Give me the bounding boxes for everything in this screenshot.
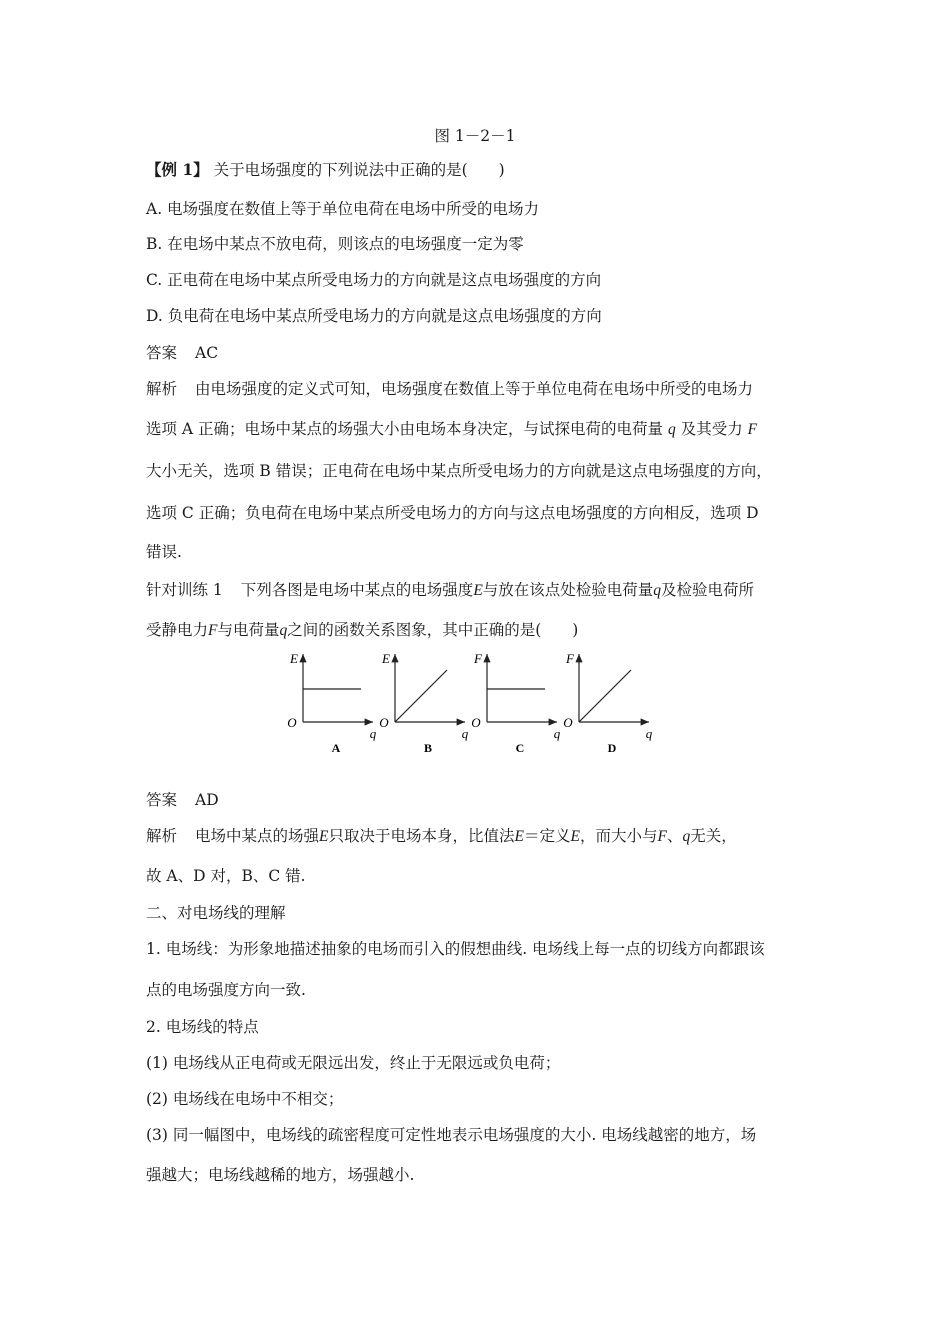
training1-line-1 [146, 580, 754, 601]
text: ＝定义 [523, 827, 571, 845]
example1-analysis-line-1 [146, 379, 753, 399]
option-b: B. 在电场中某点不放电荷，则该点的电场强度一定为零 [146, 235, 524, 253]
graph-a-y-label: E [290, 651, 298, 666]
text: 无关， [690, 827, 737, 845]
training1-title: 针对训练 1 [146, 581, 223, 599]
section2-p2: 2. 电场线的特点 [146, 1018, 259, 1036]
graph-b-origin-label: O [379, 715, 389, 730]
figure-caption: 图 1－2－1 [434, 127, 516, 145]
option-c: C. 正电荷在电场中某点所受电场力的方向就是这点电场强度的方向 [146, 271, 602, 289]
section2-p1-line2: 点的电场强度方向一致. [146, 981, 306, 999]
graph-a-x-label: q [369, 726, 377, 741]
text: 与放在该点处检验电荷量 [482, 581, 654, 599]
graph-c-x-label: q [553, 726, 561, 741]
graph-d-y-label: F [566, 651, 574, 666]
answer-value: AD [195, 791, 219, 809]
example1-analysis-line-2 [146, 419, 757, 440]
example1-answer [146, 343, 218, 363]
text: 下列各图是电场中某点的电场强度 [240, 581, 474, 599]
example1-analysis-line-4: 选项 C 正确；负电荷在电场中某点所受电场力的方向与这点电场强度的方向相反，选项 D [146, 504, 759, 522]
section2-p4: (2) 电场线在电场中不相交； [146, 1090, 344, 1108]
answer-label: 答案 [146, 791, 178, 809]
graph-b-curve [395, 670, 447, 722]
graph-b-caption: B [423, 741, 433, 755]
graph-b-x-label: q [461, 726, 469, 741]
training1-line-2 [146, 620, 578, 641]
text: 只取决于电场本身，比值法 [328, 827, 515, 845]
section2-p3: (1) 电场线从正电荷或无限远出发，终止于无限远或负电荷； [146, 1054, 561, 1072]
symbol-F: F [657, 828, 667, 845]
option-a: A. 电场强度在数值上等于单位电荷在电场中所受的电场力 [146, 200, 540, 218]
example1-question-text: 关于电场强度的下列说法中正确的是( ) [213, 161, 505, 179]
graph-d-origin-label: O [563, 715, 573, 730]
section2-p1-line1: 1. 电场线：为形象地描述抽象的电场而引入的假想曲线. 电场线上每一点的切线方向都跟该 [146, 940, 765, 958]
symbol-E: E [473, 582, 483, 599]
analysis-text: 及其受力 [680, 420, 743, 438]
analysis-label: 解析 [146, 380, 178, 398]
section2-p5-line1: (3) 同一幅图中，电场线的疏密程度可定性地表示电场强度的大小. 电场线越密的地方，场 [146, 1126, 757, 1144]
graph-a-caption: A [331, 741, 341, 755]
answer-label: 答案 [146, 344, 178, 362]
symbol-F: F [747, 421, 758, 438]
symbol-E: E [514, 828, 524, 845]
training1-answer [146, 790, 219, 810]
graph-d-curve [579, 670, 631, 722]
text: 电场中某点的场强 [195, 827, 320, 845]
graph-b-y-label: E [382, 651, 390, 666]
symbol-F: F [208, 622, 218, 639]
example1-analysis-line-5: 错误. [146, 543, 182, 561]
graph-c-caption: C [515, 741, 525, 755]
symbol-q: q [668, 421, 676, 438]
symbol-q: q [279, 622, 288, 639]
analysis-text: 由电场强度的定义式可知，电场强度在数值上等于单位电荷在电场中所受的电场力 [195, 380, 754, 398]
symbol-E: E [319, 828, 329, 845]
example1-analysis-line-3: 大小无关，选项 B 错误；正电荷在电场中某点所受电场力的方向就是这点电场强度的方向， [146, 462, 772, 480]
training1-analysis-line-1 [146, 826, 737, 847]
section2-p5-line2: 强越大；电场线越稀的地方，场强越小. [146, 1166, 415, 1184]
option-graphs [285, 648, 685, 758]
analysis-label: 解析 [146, 827, 178, 845]
option-d: D. 负电荷在电场中某点所受电场力的方向就是这点电场强度的方向 [146, 307, 602, 325]
graph-d-x-label: q [645, 726, 653, 741]
example1-tag: 【例 1】 [146, 160, 209, 179]
training1-analysis-line-2: 故 A、D 对，B、C 错. [146, 867, 306, 885]
symbol-E: E [570, 828, 580, 845]
example1-question [146, 160, 505, 180]
graph-c-y-label: F [474, 651, 482, 666]
symbol-q: q [653, 582, 662, 599]
answer-value: AC [195, 344, 219, 362]
text: 受静电力 [146, 621, 209, 639]
text: 、 [666, 827, 683, 845]
graph-c-origin-label: O [471, 715, 481, 730]
symbol-q: q [682, 828, 691, 845]
graph-a-origin-label: O [287, 715, 297, 730]
section2-heading: 二、对电场线的理解 [146, 904, 286, 922]
text: 及检验电荷所 [661, 581, 755, 599]
graph-d-caption: D [607, 741, 617, 755]
text: 与电荷量 [217, 621, 280, 639]
text: 之间的函数关系图象，其中正确的是( ) [287, 621, 579, 639]
text: ，而大小与 [579, 827, 658, 845]
analysis-text: 选项 A 正确；电场中某点的场强大小由电场本身决定，与试探电荷的电荷量 [146, 420, 664, 438]
